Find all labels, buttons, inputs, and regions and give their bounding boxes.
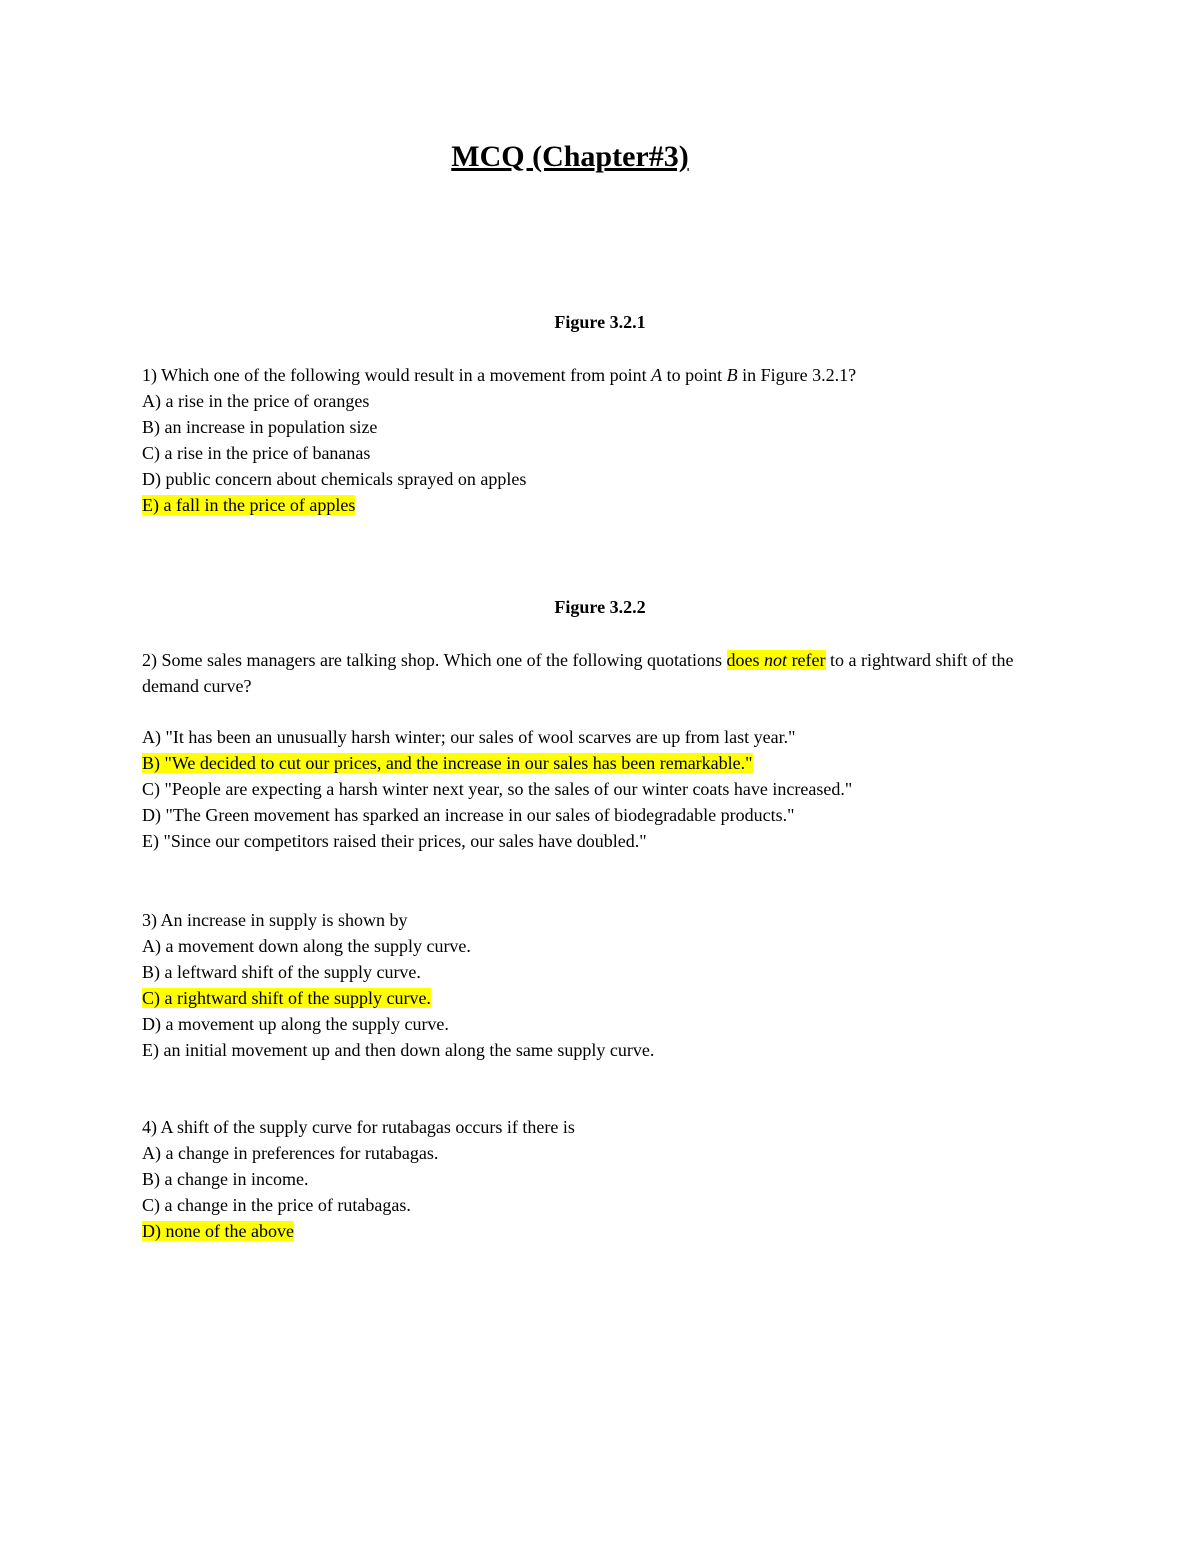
question-1 — [142, 362, 1062, 518]
highlight-not: not — [764, 650, 788, 670]
question-2-option-d: D) "The Green movement has sparked an increase in our sales of biodegradable products." — [142, 805, 795, 825]
point-b-label: B — [726, 365, 738, 385]
question-3-stem: 3) An increase in supply is shown by — [142, 910, 408, 930]
question-2 — [142, 647, 1062, 854]
question-2-stem — [142, 647, 1062, 699]
question-4-option-c: C) a change in the price of rutabagas. — [142, 1195, 411, 1215]
question-3-option-c-answer: C) a rightward shift of the supply curve. — [142, 988, 431, 1008]
question-1-stem-text-end: in Figure 3.2.1? — [737, 365, 857, 385]
question-1-option-a: A) a rise in the price of oranges — [142, 391, 370, 411]
question-4-option-d-answer: D) none of the above — [142, 1221, 294, 1241]
question-1-stem-text-mid: to point — [662, 365, 727, 385]
question-4-option-b: B) a change in income. — [142, 1169, 309, 1189]
question-4-stem: 4) A shift of the supply curve for rutabagas occurs if there is — [142, 1117, 575, 1137]
question-2-option-e: E) "Since our competitors raised their prices, our sales have doubled." — [142, 831, 647, 851]
question-3-option-d: D) a movement up along the supply curve. — [142, 1014, 449, 1034]
question-2-option-a: A) "It has been an unusually harsh winter; our sales of wool scarves are up from last year." — [142, 727, 796, 747]
highlight-does: does — [726, 650, 765, 670]
question-3 — [142, 907, 1062, 1063]
question-1-stem-text: 1) Which one of the following would result in a movement from point — [142, 365, 652, 385]
question-3-option-e: E) an initial movement up and then down along the same supply curve. — [142, 1040, 655, 1060]
highlight-refer: refer — [787, 650, 826, 670]
question-1-option-c: C) a rise in the price of bananas — [142, 443, 371, 463]
question-2-stem-text-end: to a rightward shift of the demand curve? — [142, 650, 1014, 696]
question-2-option-b-answer: B) "We decided to cut our prices, and the increase in our sales has been remarkable." — [142, 753, 753, 773]
question-2-stem-text: 2) Some sales managers are talking shop. Which one of the following quotations — [142, 650, 727, 670]
question-4-option-a: A) a change in preferences for rutabagas. — [142, 1143, 439, 1163]
question-4 — [142, 1114, 1062, 1244]
point-a-label: A — [651, 365, 663, 385]
question-1-option-b: B) an increase in population size — [142, 417, 378, 437]
question-3-option-b: B) a leftward shift of the supply curve. — [142, 962, 421, 982]
figure-label-3-2-2: Figure 3.2.2 — [554, 597, 646, 617]
question-1-option-d: D) public concern about chemicals sprayed on apples — [142, 469, 527, 489]
figure-label-3-2-1: Figure 3.2.1 — [554, 312, 646, 332]
page-title: MCQ (Chapter#3) — [451, 140, 689, 173]
question-2-stem-highlight — [727, 650, 826, 670]
question-2-option-c: C) "People are expecting a harsh winter next year, so the sales of our winter coats have increased." — [142, 779, 853, 799]
question-1-stem — [142, 362, 1062, 388]
question-3-option-a: A) a movement down along the supply curve. — [142, 936, 471, 956]
question-1-option-e-answer: E) a fall in the price of apples — [142, 495, 356, 515]
